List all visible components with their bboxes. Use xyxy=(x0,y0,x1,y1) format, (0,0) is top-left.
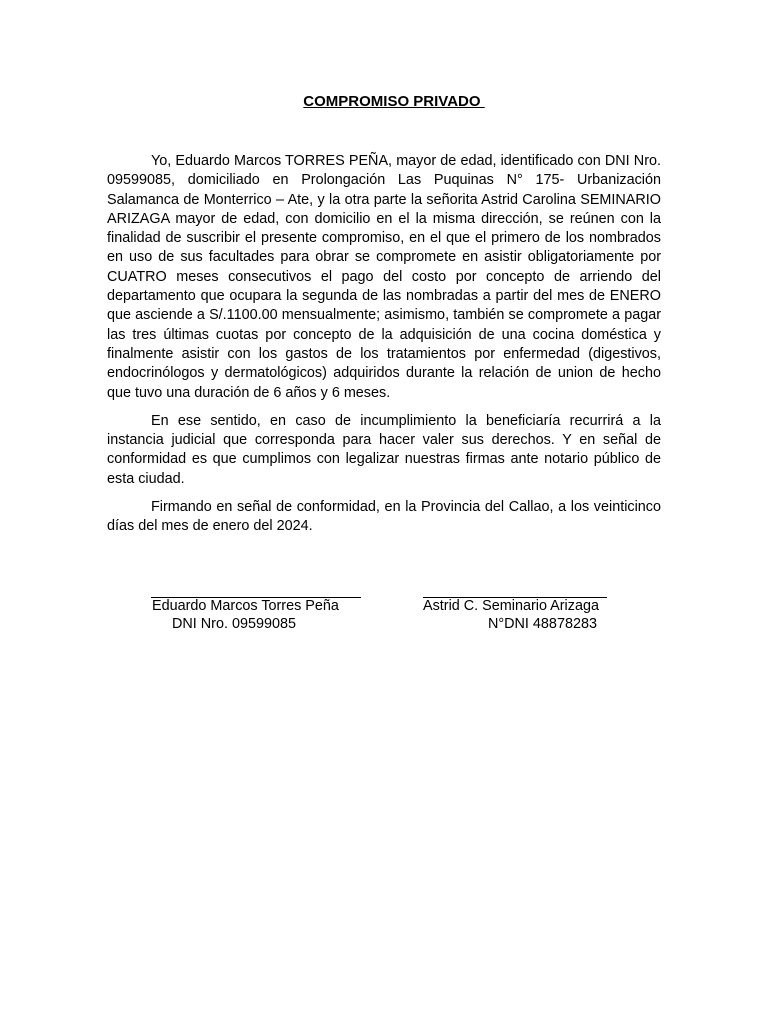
signer-id: N°DNI 48878283 xyxy=(488,616,597,632)
paragraph-breach-clause: En ese sentido, en caso de incumplimiento la beneficiaría recurrirá a la instancia judicial que corresponda para hacer valer sus derechos. Y en señal de conformidad es que cumplimos con legalizar nuestras firmas ante notario público de esta ciudad. xyxy=(107,412,661,487)
paragraph-signing-place-date: Firmando en señal de conformidad, en la Provincia del Callao, a los veinticinco días del mes de enero del 2024. xyxy=(107,499,661,535)
document-title: COMPROMISO PRIVADO xyxy=(303,93,485,110)
document-body xyxy=(107,152,661,546)
signer-name: Eduardo Marcos Torres Peña xyxy=(152,598,339,614)
signer-name: Astrid C. Seminario Arizaga xyxy=(423,598,599,614)
signer-id: DNI Nro. 09599085 xyxy=(172,616,296,632)
paragraph-commitment: Yo, Eduardo Marcos TORRES PEÑA, mayor de edad, identificado con DNI Nro. 09599085, domiciliado en Prolongación Las Puquinas N° 175- Urbanización Salamanca de Monterrico – Ate, y la otra parte la señorita Astrid Carolina SEMINARIO ARIZAGA mayor de edad, con domicilio en el la misma dirección, se reúnen con la finalidad de suscribir el presente compromiso, en el que el primero de los nombrados en uso de sus facultades para obrar se compromete en asistir obligatoriamente por CUATRO meses consecutivos el pago del costo por concepto de arriendo del departamento que ocupara la segunda de las nombradas a partir del mes de ENERO que asciende a S/.1100.00 mensualmente; asimismo, también se compromete a pagar las tres últimas cuotas por concepto de la adquisición de una cocina doméstica y finalmente asistir con los gastos de los tratamientos por enfermedad (digestivos, endocrinólogos y dermatológicos) adquiridos durante la relación de union de hecho que tuvo una duración de 6 años y 6 meses. xyxy=(107,153,661,401)
